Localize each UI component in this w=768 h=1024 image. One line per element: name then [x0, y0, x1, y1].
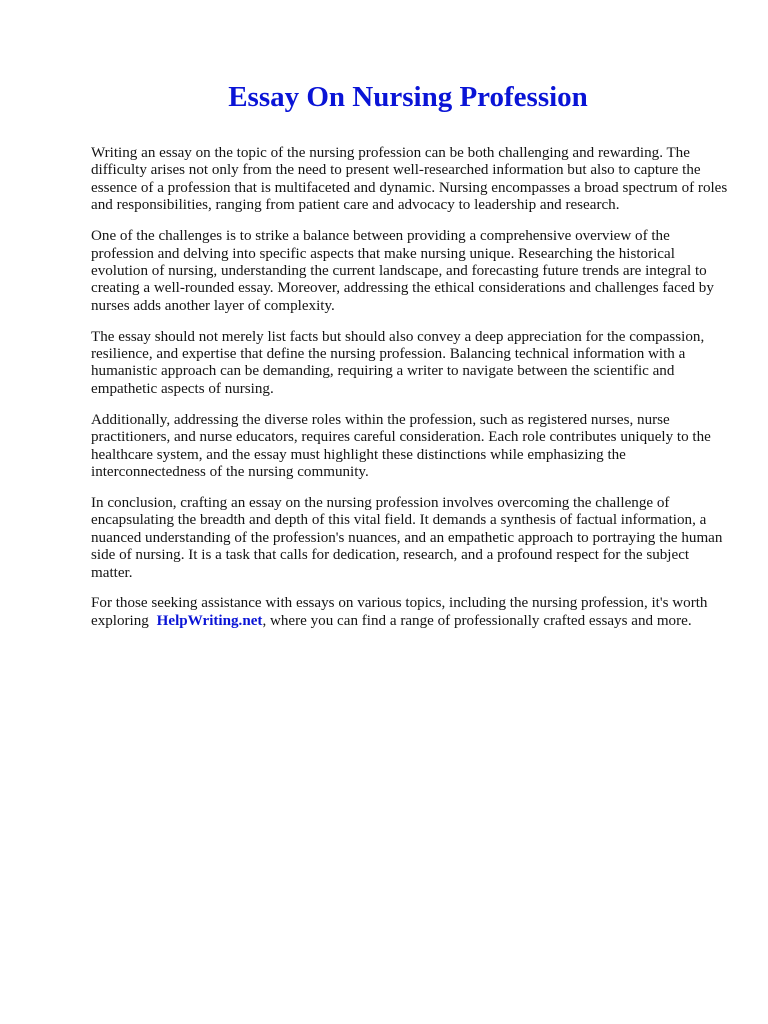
helpwriting-link[interactable]: HelpWriting.net: [156, 612, 263, 629]
paragraph-3: The essay should not merely list facts but should also convey a deep appreciation for the compassion, resilience, and expertise that define the nursing profession. Balancing technical information with a humanistic approach can be demanding, requiring a writer to navigate between the scientific and empathetic aspects of nursing.: [91, 328, 705, 397]
document-title: Essay On Nursing Profession: [228, 81, 588, 113]
closing-paragraph: [91, 595, 731, 630]
paragraph-2: One of the challenges is to strike a balance between providing a comprehensive overview of the profession and delving into specific aspects that make nursing unique. Researching the historical evolution of nursing, understanding the current landscape, and forecasting future trends are integral to creating a well-rounded essay. Moreover, addressing the ethical considerations and challenges faced by nurses adds another layer of complexity.: [91, 228, 714, 314]
paragraph-4: Additionally, addressing the diverse roles within the profession, such as registered nurses, nurse practitioners, and nurse educators, requires careful consideration. Each role contributes uniquely to the healthcare system, and the essay must highlight these distinctions while emphasizing the interconnectedness of the nursing community.: [91, 411, 711, 480]
document-body: [91, 145, 731, 644]
paragraph-1: Writing an essay on the topic of the nursing profession can be both challenging and rewarding. The difficulty arises not only from the need to present well-researched information but also to capture the essence of a profession that is multifaceted and dynamic. Nursing encompasses a broad spectrum of roles and responsibilities, ranging from patient care and advocacy to leadership and research.: [91, 145, 728, 214]
paragraph-5: In conclusion, crafting an essay on the nursing profession involves overcoming the challenge of encapsulating the breadth and depth of this vital field. It demands a synthesis of factual information, a nuanced understanding of the profession's nuances, and an empathetic approach to portraying the human side of nursing. It is a task that calls for dedication, research, and a profound respect for the subject matter.: [91, 494, 723, 581]
closing-text-after-link: , where you can find a range of professionally crafted essays and more.: [262, 612, 692, 629]
closing-text-before-link: For those seeking assistance with essays on various topics, including the nursing profession, it's worth exploring: [91, 595, 708, 629]
